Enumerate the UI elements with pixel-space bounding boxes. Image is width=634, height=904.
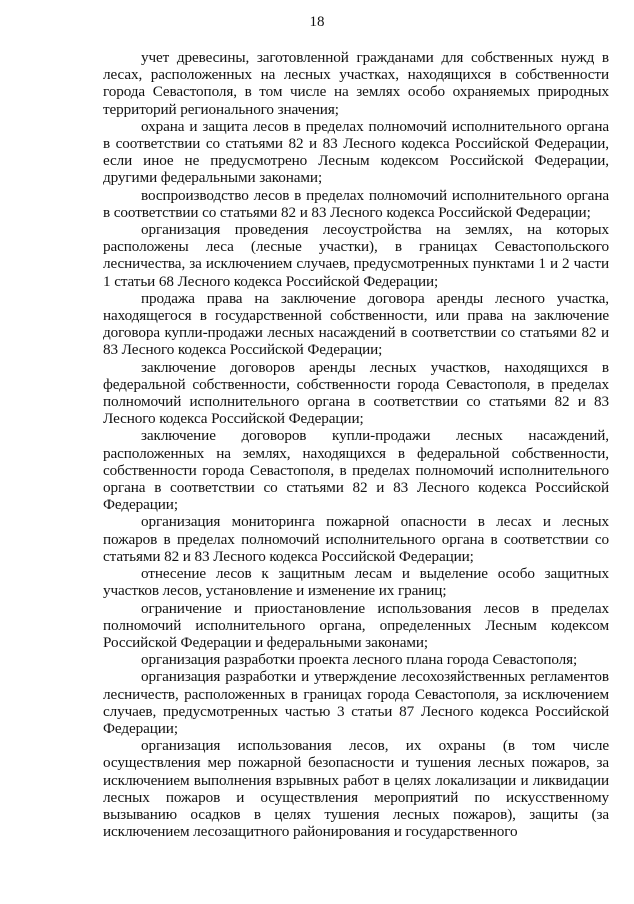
paragraph: отнесение лесов к защитным лесам и выделение особо защитных участков лесов, установление и изменение их границ;: [103, 565, 609, 600]
paragraph: организация использования лесов, их охраны (в том числе осуществления мер пожарной безопасности и тушения лесных пожаров, за исключением выполнения взрывных работ в целях локализации и ликвидации лесных пожаров и осуществления мероприятий по искусственному вызыванию осадков в целях тушения лесных пожаров), защиты (за исключением лесозащитного районирования и государственного: [103, 737, 609, 841]
paragraph: заключение договоров купли-продажи лесных насаждений, расположенных на землях, находящихся в федеральной собственности, собственности города Севастополя, в пределах полномочий исполнительного органа в соответствии со статьями 82 и 83 Лесного кодекса Российской Федерации;: [103, 427, 609, 514]
paragraph: организация разработки проекта лесного плана города Севастополя;: [141, 651, 578, 669]
paragraph: заключение договоров аренды лесных участков, находящихся в федеральной собственности, собственности города Севастополя, в пределах полномочий исполнительного органа в соответствии со статьями 82 и 83 Лесного кодекса Российской Федерации;: [103, 358, 609, 428]
page-number: 18: [309, 14, 325, 30]
paragraph: организация проведения лесоустройства на землях, на которых расположены леса (лесные участки), в границах Севастопольского лесничества, за исключением случаев, предусмотренных пунктами 1 и 2 части 1 статьи 68 Лесного кодекса Российской Федерации;: [103, 221, 609, 290]
paragraph: организация разработки и утверждение лесохозяйственных регламентов лесничеств, расположенных в границах города Севастополя, за исключением случаев, предусмотренных частью 3 статьи 87 Лесного кодекса Российской Федерации;: [103, 668, 609, 737]
paragraph: организация мониторинга пожарной опасности в лесах и лесных пожаров в пределах полномочий исполнительного органа в соответствии со статьями 82 и 83 Лесного кодекса Российской Федерации;: [103, 513, 609, 565]
paragraph: воспроизводство лесов в пределах полномочий исполнительного органа в соответствии со статьями 82 и 83 Лесного кодекса Российской Федерации;: [103, 186, 609, 221]
paragraph: продажа права на заключение договора аренды лесного участка, находящегося в государственной собственности, или права на заключение договора купли-продажи лесных насаждений в соответствии со статьями 82 и 83 Лесного кодекса Российской Федерации;: [103, 289, 609, 359]
paragraph: охрана и защита лесов в пределах полномочий исполнительного органа в соответствии со статьями 82 и 83 Лесного кодекса Российской Федерации, если иное не предусмотрено Лесным кодексом Российской Федерации, другими федеральными законами;: [103, 117, 609, 187]
document-body: [103, 49, 609, 840]
paragraph: учет древесины, заготовленной гражданами для собственных нужд в лесах, расположенных на лесных участках, находящихся в собственности города Севастополя, в том числе на землях особо охраняемых природных территорий регионального значения;: [103, 49, 609, 118]
paragraph: ограничение и приостановление использования лесов в пределах полномочий исполнительного органа, определенных Лесным кодексом Российской Федерации и федеральными законами;: [103, 599, 609, 651]
